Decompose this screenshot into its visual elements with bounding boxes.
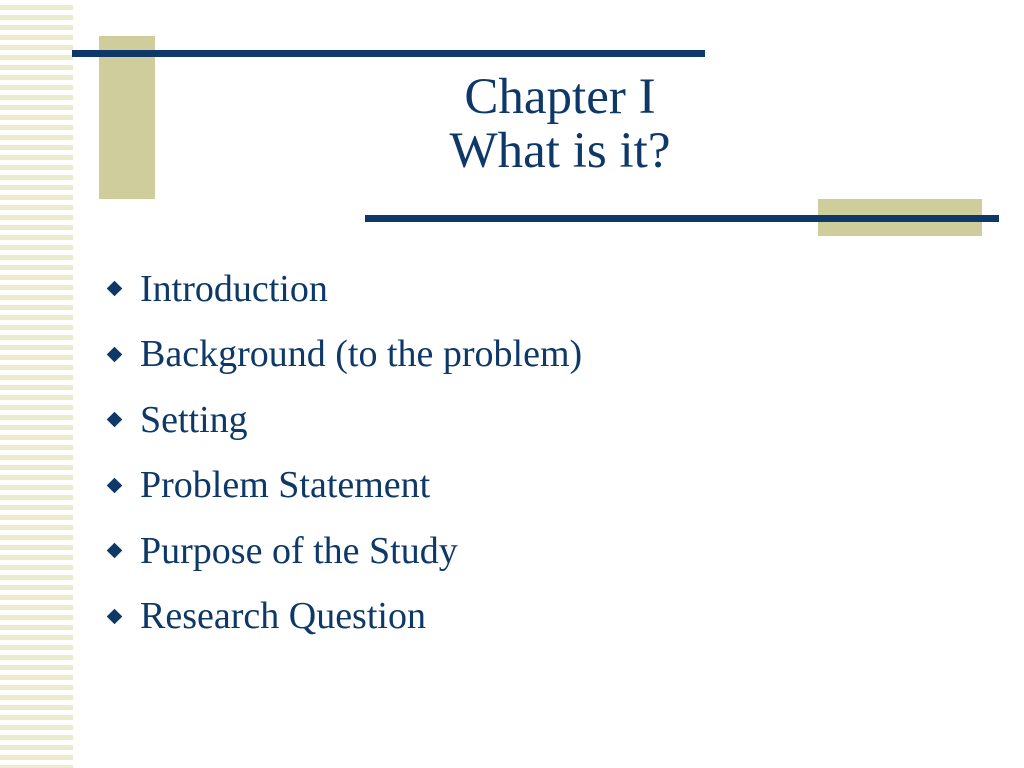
diamond-bullet-icon — [107, 346, 123, 362]
diamond-bullet-icon — [107, 608, 123, 624]
diamond-bullet-icon — [107, 281, 123, 297]
slide-title — [370, 70, 750, 178]
bullet-item — [106, 322, 582, 388]
title-rule-bottom — [365, 215, 999, 222]
bullet-item — [106, 387, 582, 453]
bullet-list — [106, 256, 582, 649]
decorative-block-top — [99, 36, 155, 199]
bullet-item — [106, 518, 582, 584]
bullet-item — [106, 453, 582, 519]
diamond-bullet-icon — [107, 543, 123, 559]
bullet-item — [106, 584, 582, 650]
title-line-2: What is it? — [449, 123, 671, 179]
diamond-bullet-icon — [107, 477, 123, 493]
bullet-text: Purpose of the Study — [140, 529, 458, 572]
bullet-text: Problem Statement — [140, 464, 431, 507]
title-rule-top — [72, 50, 705, 57]
bullet-text: Introduction — [140, 267, 328, 310]
bullet-item — [106, 256, 582, 322]
diamond-bullet-icon — [107, 412, 123, 428]
bullet-text: Background (to the problem) — [140, 333, 583, 376]
bullet-text: Setting — [140, 398, 248, 441]
decorative-stripes — [0, 0, 73, 768]
title-line-1: Chapter I — [464, 69, 656, 125]
bullet-text: Research Question — [140, 595, 426, 638]
